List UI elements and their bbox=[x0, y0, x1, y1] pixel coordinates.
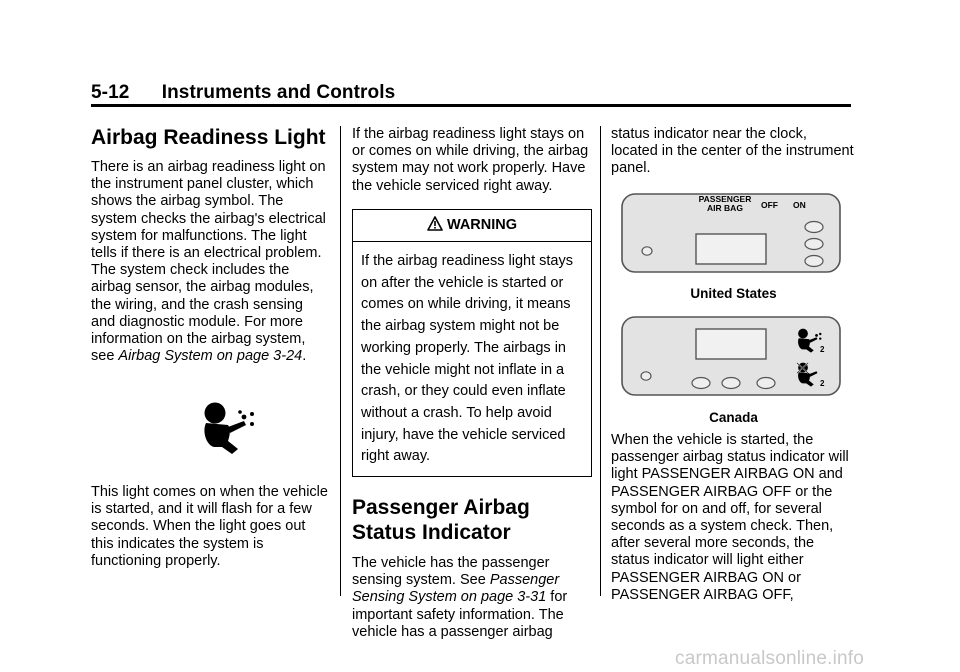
warning-triangle-icon bbox=[427, 216, 443, 236]
passenger-badge-bottom: 2 bbox=[820, 379, 825, 388]
passenger-airbag-label: PASSENGER AIR BAG bbox=[698, 194, 752, 213]
us-status-panel bbox=[620, 192, 842, 274]
paragraph-light-comes-on: This light comes on when the vehicle is started, and it will flash for a few seconds. When the light goes out this indicates the system is functioning properly. bbox=[91, 484, 328, 569]
paragraph-stays-on: If the airbag readiness light stays on or comes on while driving, the airbag system may not work properly. Have the vehicle serviced right away. bbox=[352, 126, 589, 194]
column-3 bbox=[611, 126, 856, 178]
column-divider-1 bbox=[340, 126, 341, 596]
warning-title: WARNING bbox=[446, 216, 518, 233]
paragraph-airbag-readiness: There is an airbag readiness light on the instrument panel cluster, which shows the airbag symbol. The system checks the airbag's electrical system for malfunctions. The light tells if there is an electrical problem. The system check includes the airbag sensor, the airbag modules, the wiring, and the crash sensing and diagnostic module. For more information on the airbag system, see Airbag System on page 3-24. bbox=[91, 159, 326, 365]
link-airbag-system[interactable]: Airbag System on page 3-24 bbox=[118, 348, 303, 365]
watermark: carmanualsonline.info bbox=[675, 648, 865, 669]
page-title: 5-12 Instruments and Controls bbox=[91, 82, 396, 103]
column-1 bbox=[91, 126, 328, 365]
page-header bbox=[91, 82, 851, 104]
airbag-off-symbol-icon bbox=[796, 361, 824, 394]
caption-united-states: United States bbox=[690, 286, 777, 301]
link-passenger-sensing[interactable]: Passenger Sensing System on page 3-31 bbox=[352, 572, 560, 606]
column-3-bottom bbox=[611, 432, 856, 604]
column-2 bbox=[352, 126, 592, 641]
paragraph-vehicle-started: When the vehicle is started, the passenger airbag status indicator will light PASSENGER AIRBAG ON and PASSENGER AIRBAG OFF or the symbol for on and off, for several seconds as a system check. Then, after several more seconds, the status indicator will light either PASSENGER AIRBAG ON or PASSENGER AIRBAG OFF, bbox=[611, 432, 849, 603]
caption-canada: Canada bbox=[709, 410, 758, 425]
airbag-symbol-icon bbox=[200, 401, 260, 457]
column-divider-2 bbox=[600, 126, 601, 596]
section-heading-passenger-airbag: Passenger Airbag Status Indicator bbox=[352, 496, 530, 545]
on-label: ON bbox=[793, 200, 806, 210]
airbag-readiness-icon bbox=[200, 401, 260, 455]
paragraph-passenger-sensing: The vehicle has the passenger sensing system. See Passenger Sensing System on page 3-31 for important safety information. The vehicle has a passenger airbag bbox=[352, 555, 568, 640]
canada-status-panel bbox=[620, 315, 842, 397]
warning-box bbox=[352, 209, 592, 477]
warning-text: If the airbag readiness light stays on after the vehicle is started or comes on while driving, it means the airbag system might not be working properly. The airbags in the vehicle might not inflate in a crash, or they could even inflate without a crash. To help avoid injury, have the vehicle serviced right away. bbox=[361, 253, 573, 465]
paragraph-status-indicator: status indicator near the clock, located in the center of the instrument panel. bbox=[611, 126, 854, 177]
warning-header bbox=[353, 210, 591, 242]
passenger-badge-top: 2 bbox=[820, 345, 825, 354]
column-1-bottom bbox=[91, 484, 328, 570]
header-rule bbox=[91, 104, 851, 107]
airbag-on-symbol-icon bbox=[796, 327, 824, 360]
section-heading-airbag-readiness: Airbag Readiness Light bbox=[91, 126, 326, 149]
off-label: OFF bbox=[761, 200, 778, 210]
